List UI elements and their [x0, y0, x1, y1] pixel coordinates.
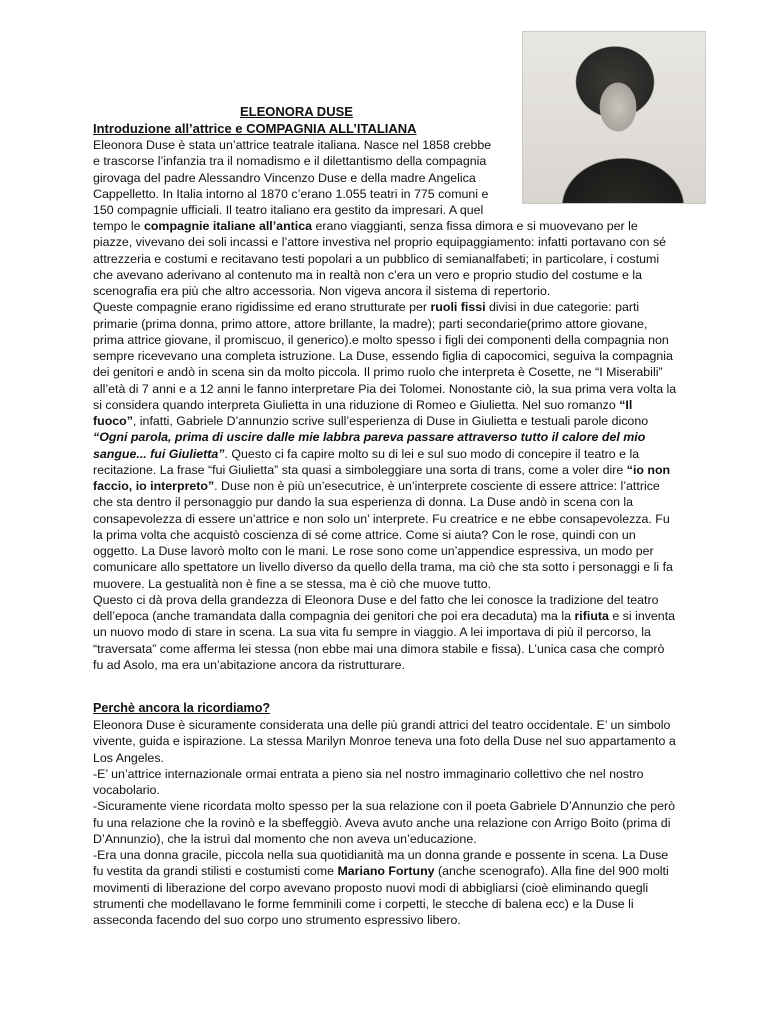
text-run: e si inventa un nuovo modo di stare in scena. La sua vita fu sempre in viaggio. A lei importava di più il percorso, la “traversata” come afferma lei stessa (non ebbe mai una dimora stabile e fissa). L’unica casa che comprò fu ad Asolo, ma era un’abitazione ancora da ristrutturare.	[93, 609, 676, 672]
intro-line: girovaga del padre Alessandro Vincenzo Duse e della madre Angelica	[93, 170, 476, 185]
intro-line: 150 compagnie ufficiali. Il teatro italiano era gestito da impresari. A quel	[93, 203, 484, 217]
text-run: (anche scenografo). Alla fine del 900 molti movimenti di liberazione del corpo avevano proposto nuovi modi di abbigliarsi (cioè eliminando quegli strumenti che modellavano le forme femminili come i corpetti, le stecche di balena ecc) e la Duse li asseconda facendo del suo corpo uno strumento espressivo libero.	[93, 864, 669, 927]
paragraph: Eleonora Duse è sicuramente considerata una delle più grandi attrici del teatro occidentale. E’ un simbolo vivente, guida e ispirazione. La stessa Marilyn Monroe teneva una foto della Duse nel suo appartamento a Los Angeles.	[93, 718, 676, 765]
text-run: -Era una donna gracile, piccola nella sua quotidianità ma un donna grande e possente in scena. La Duse fu vestita da grandi stilisti e costumisti come	[93, 848, 669, 879]
section-ricordiamo	[93, 700, 678, 928]
text-run: , infatti, Gabriele D’annunzio scrive sull’esperienza di Duse in Giulietta e testuali parole dicono	[132, 414, 649, 428]
intro-line: Cappelletto. In Italia intorno al 1870 c’erano 1.055 teatri in 775 comuni e	[93, 186, 489, 201]
bold-text: “Il fuoco”	[93, 397, 633, 428]
text-run: tempo le	[93, 219, 144, 233]
intro-paragraph	[93, 137, 513, 218]
text-run: Questo ci dà prova della grandezza di Eleonora Duse e del fatto che lei conosce la tradizione del teatro dell’epoca (anche tramandata dalla compagnia dei genitori che poi era decaduta) ma la	[93, 592, 659, 623]
text-run: erano viaggianti, senza fissa dimora e si muovevano per le piazze, vivevano dei soli incassi e l’attore investiva nel proprio equipaggiamento: infatti portavano con sé attrezzeria e costumi e recitavano testi popolari a un pubblico di semianalfabeti; in particolare, i costumi che avevano aderivano al contenuto ma in realtà non c’era un vero e proprio studio del costume e la scenografia era più che altro accessoria. Non vigeva ancora il sistema di repertorio.	[93, 219, 667, 298]
paragraph-grandezza	[93, 592, 678, 673]
text-run: Queste compagnie erano rigidissime ed erano strutturate per	[93, 300, 431, 315]
text-run: . Questo ci fa capire molto su di lei e sul suo modo di concepire il teatro e la recitazione. La frase “fui Giulietta” sta quasi a simboleggiare una sorta di trans, come a voler dire	[93, 446, 640, 477]
paragraph	[93, 847, 678, 928]
body-text	[93, 218, 678, 673]
paragraph: -Sicuramente viene ricordata molto spesso per la sua relazione con il poeta Gabriele D’Annunzio che però fu una relazione che la rovinò e la sbeffeggiò. Aveva avuto anche una relazione con Arrigo Boito (prima di D’Annunzio), che la istruì dal momento che non aveva un’educazione.	[93, 799, 675, 846]
paragraph-ruoli	[93, 299, 678, 592]
document-subtitle: Introduzione all’attrice e COMPAGNIA ALL’ITALIANA	[93, 121, 417, 136]
bold-text: “io non faccio, io interpreto”	[93, 462, 671, 493]
text-run: divisi in due categorie: parti primarie (prima donna, primo attore, attore brillante, la madre); parti secondarie(primo attore giovane, prima attrice giovane, il promiscuo, il generico).e molto spesso i figli dei componenti della compagnia non sempre ricevevano una completa istruzione. La Duse, essendo figlia di capocomici, seguiva la compagnia dei genitori e andò in scena sin da molto piccola. Il primo ruolo che interpreta è Cosette, ne “I Miserabili” all’età di 7 anni e a 12 anni le fanno interpretare Pia dei Tolomei. Nonostante ciò, la sua prima vera volta la si considera quando interpreta Giulietta in una riduzione di Romeo e Giulietta. Nel suo romanzo	[93, 300, 677, 412]
bold-text: compagnie italiane all’antica	[143, 219, 312, 233]
bold-text: Mariano Fortuny	[337, 864, 435, 879]
bold-italic-quote: “Ogni parola, prima di uscire dalle mie labbra pareva passare attraverso tutto il calore del mio sangue... fui Giulietta”	[93, 430, 646, 461]
bold-text: rifiuta	[574, 609, 609, 623]
paragraph: -E’ un’attrice internazionale ormai entrata a pieno sia nel nostro immaginario collettivo che nel nostro vocabolario.	[93, 766, 644, 797]
text-run: . Duse non è più un’esecutrice, è un’interprete cosciente di essere attrice: l’attrice che sta dentro il personaggio pur dando la sua esperienza di donna. La Duse andò in scena con la consapevolezza di essere un’attrice e non solo un’ interprete. Fu creatrice e ne ebbe consapevolezza. Fu la prima volta che acquistò coscienza di sé come attrice. Come si aiuta? Con le rose, quindi con un oggetto. La Duse lavorò molto con le mani. Le rose sono come un’appendice espressiva, un modo per comunicare allo spettatore un livello diverso da quello della trama, ma ciò che sta sotto i personaggi e li fa muovere. La gestualità non è fine a se stessa, ma è ciò che muove tutto.	[93, 479, 673, 591]
intro-line: e trascorse l’infanzia tra il nomadismo e il dilettantismo della compagnia	[93, 154, 487, 169]
paragraph-compagnie	[93, 218, 678, 299]
document-title: ELEONORA DUSE	[240, 104, 353, 119]
intro-line: Eleonora Duse è stata un’attrice teatrale italiana. Nasce nel 1858 crebbe	[93, 138, 492, 152]
bold-text: ruoli fissi	[430, 300, 486, 315]
portrait-photo	[522, 31, 706, 204]
section-heading: Perchè ancora la ricordiamo?	[93, 701, 271, 715]
